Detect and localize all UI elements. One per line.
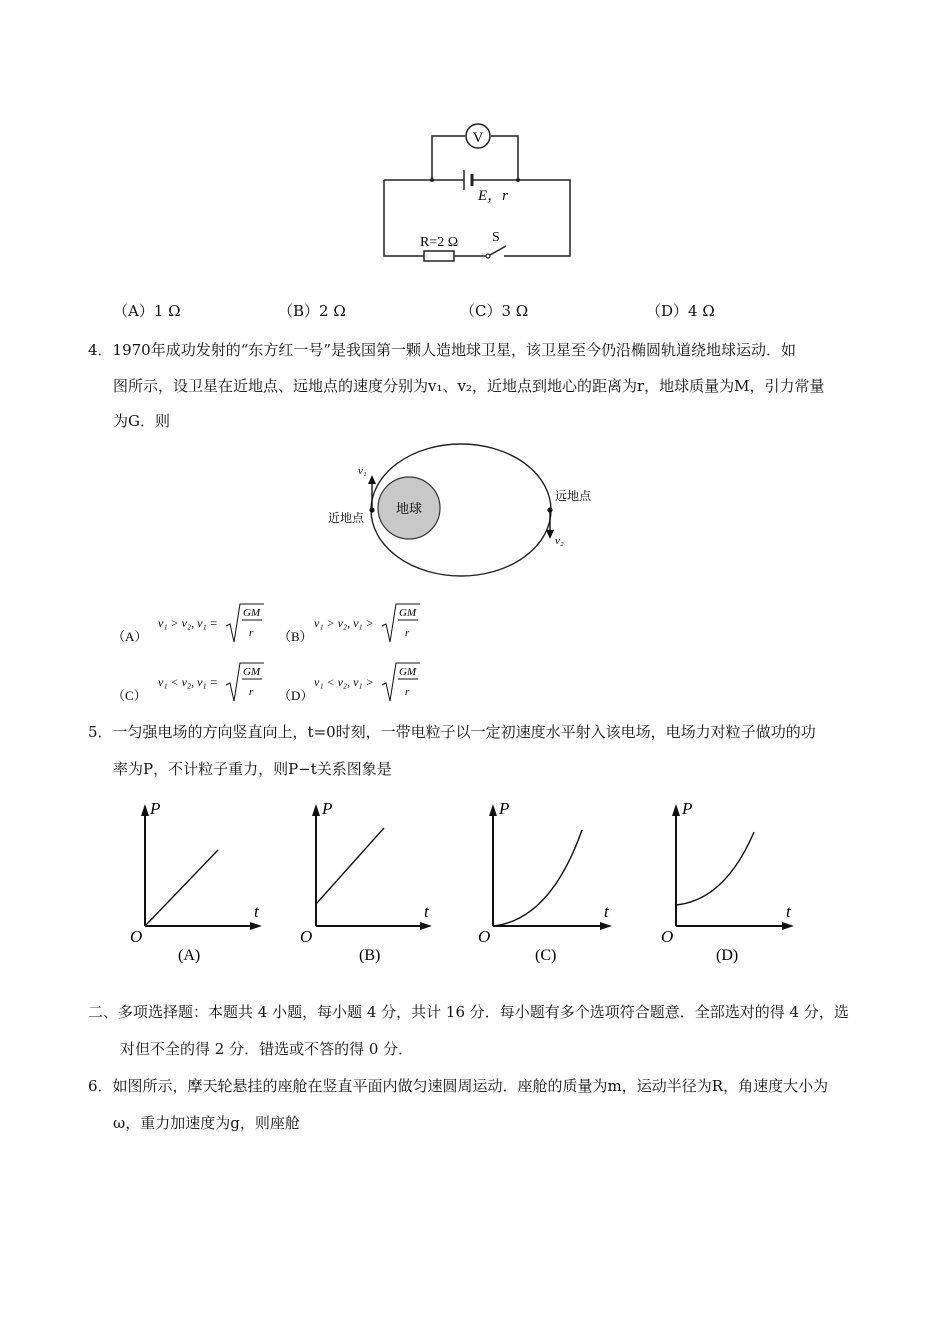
v2-arrow-icon bbox=[546, 530, 554, 539]
q4-option-c-numerator: GM bbox=[243, 666, 261, 678]
graph-a-origin: O bbox=[130, 927, 143, 946]
graph-a-x-label: t bbox=[254, 902, 259, 921]
q4-option-b-numerator: GM bbox=[399, 607, 417, 619]
q6-stem-line-1: 6．如图所示，摩天轮悬挂的座舱在竖直平面内做匀速圆周运动．座舱的质量为m，运动半径为R，角速度大小为 bbox=[88, 1077, 829, 1095]
switch-label: S bbox=[492, 230, 500, 245]
resistor-label: R=2 Ω bbox=[420, 235, 459, 250]
far-point-label: 远地点 bbox=[555, 489, 592, 503]
graph-d-x-label: t bbox=[786, 902, 791, 921]
v1-arrow-icon bbox=[368, 475, 376, 484]
graph-b-label: (B) bbox=[359, 947, 381, 964]
graph-a-curve bbox=[145, 850, 218, 926]
q4-option-d-expr: v₁ < v₂, v₁ > bbox=[314, 675, 374, 689]
q4-option-b-denominator: r bbox=[405, 627, 410, 639]
graph-c-label: (C) bbox=[535, 947, 557, 964]
q3-option-a: （A）1 Ω bbox=[113, 302, 181, 320]
q4-option-d-label: （D） bbox=[278, 688, 314, 703]
graph-a bbox=[130, 799, 262, 964]
q4-option-c-expr: v₁ < v₂, v₁ = bbox=[158, 675, 218, 689]
v1-label: v₁ bbox=[358, 465, 367, 477]
orbit-diagram bbox=[320, 440, 610, 585]
q4-option-a-numerator: GM bbox=[243, 607, 261, 619]
graph-c-curve bbox=[493, 830, 582, 926]
q5-stem-line-1: 5．一匀强电场的方向竖直向上，t=0时刻，一带电粒子以一定初速度水平射入该电场，电场力对粒子做功的功 bbox=[88, 723, 816, 741]
graph-a-y-label: P bbox=[150, 799, 161, 818]
section2-heading-line-1: 二、多项选择题：本题共 4 小题，每小题 4 分，共计 16 分．每小题有多个选项符合题意．全部选对的得 4 分，选 bbox=[88, 1003, 849, 1021]
q4-option-d-denominator: r bbox=[405, 686, 410, 698]
resistor bbox=[424, 251, 454, 261]
q4-options bbox=[110, 596, 440, 708]
graph-d-origin: O bbox=[661, 927, 674, 946]
q5-stem-line-2: 率为P，不计粒子重力，则P−t关系图象是 bbox=[113, 760, 392, 778]
q4-stem-line-3: 为G．则 bbox=[113, 412, 170, 430]
battery bbox=[464, 170, 472, 190]
graph-b-origin: O bbox=[300, 927, 313, 946]
q4-stem-line-2: 图所示，设卫星在近地点、远地点的速度分别为v₁、v₂，近地点到地心的距离为r，地球质量为M，引力常量 bbox=[113, 377, 825, 395]
battery-label: E，r bbox=[478, 188, 509, 204]
graph-c bbox=[478, 799, 612, 964]
section2-heading-line-2: 对但不全的得 2 分．错选或不答的得 0 分． bbox=[120, 1040, 414, 1058]
voltmeter bbox=[466, 124, 490, 148]
graph-c-x-label: t bbox=[604, 902, 609, 921]
graph-d-label: (D) bbox=[716, 947, 739, 964]
q3-option-b: （B）2 Ω bbox=[278, 302, 346, 320]
v2-label: v₂ bbox=[555, 535, 564, 547]
q4-option-b-label: （B） bbox=[278, 629, 313, 644]
graph-b-x-label: t bbox=[424, 902, 429, 921]
q4-stem-line-1: 4．1970年成功发射的“东方红一号”是我国第一颗人造地球卫星，该卫星至今仍沿椭圆轨道绕地球运动．如 bbox=[88, 341, 797, 359]
q4-option-b bbox=[278, 604, 420, 644]
q4-option-c-denominator: r bbox=[249, 686, 254, 698]
q4-option-a bbox=[112, 604, 264, 644]
graph-d bbox=[661, 799, 794, 964]
q3-option-c: （C）3 Ω bbox=[460, 302, 529, 320]
near-point-label: 近地点 bbox=[328, 511, 365, 525]
q4-option-a-label: （A） bbox=[112, 629, 148, 644]
switch bbox=[486, 246, 506, 258]
q6-stem-line-2: ω，重力加速度为g，则座舱 bbox=[113, 1114, 300, 1132]
pt-graphs bbox=[110, 790, 830, 970]
earth-label: 地球 bbox=[395, 501, 423, 516]
graph-c-origin: O bbox=[478, 927, 491, 946]
graph-b bbox=[300, 799, 432, 964]
q3-option-d: （D）4 Ω bbox=[646, 302, 715, 320]
graph-c-y-label: P bbox=[499, 799, 510, 818]
graph-b-y-label: P bbox=[322, 799, 333, 818]
q4-option-a-expr: v₁ > v₂, v₁ = bbox=[158, 616, 218, 630]
q4-option-b-expr: v₁ > v₂, v₁ > bbox=[314, 616, 374, 630]
q4-option-c bbox=[112, 663, 264, 703]
voltmeter-label: V bbox=[472, 130, 484, 146]
graph-d-curve bbox=[676, 832, 754, 905]
graph-a-label: (A) bbox=[178, 947, 201, 964]
q4-option-a-denominator: r bbox=[249, 627, 254, 639]
q4-option-c-label: （C） bbox=[112, 688, 147, 703]
graph-d-y-label: P bbox=[682, 799, 693, 818]
circuit-diagram bbox=[370, 118, 585, 268]
q4-option-d bbox=[278, 663, 420, 703]
q4-option-d-numerator: GM bbox=[399, 666, 417, 678]
graph-b-curve bbox=[316, 828, 384, 904]
